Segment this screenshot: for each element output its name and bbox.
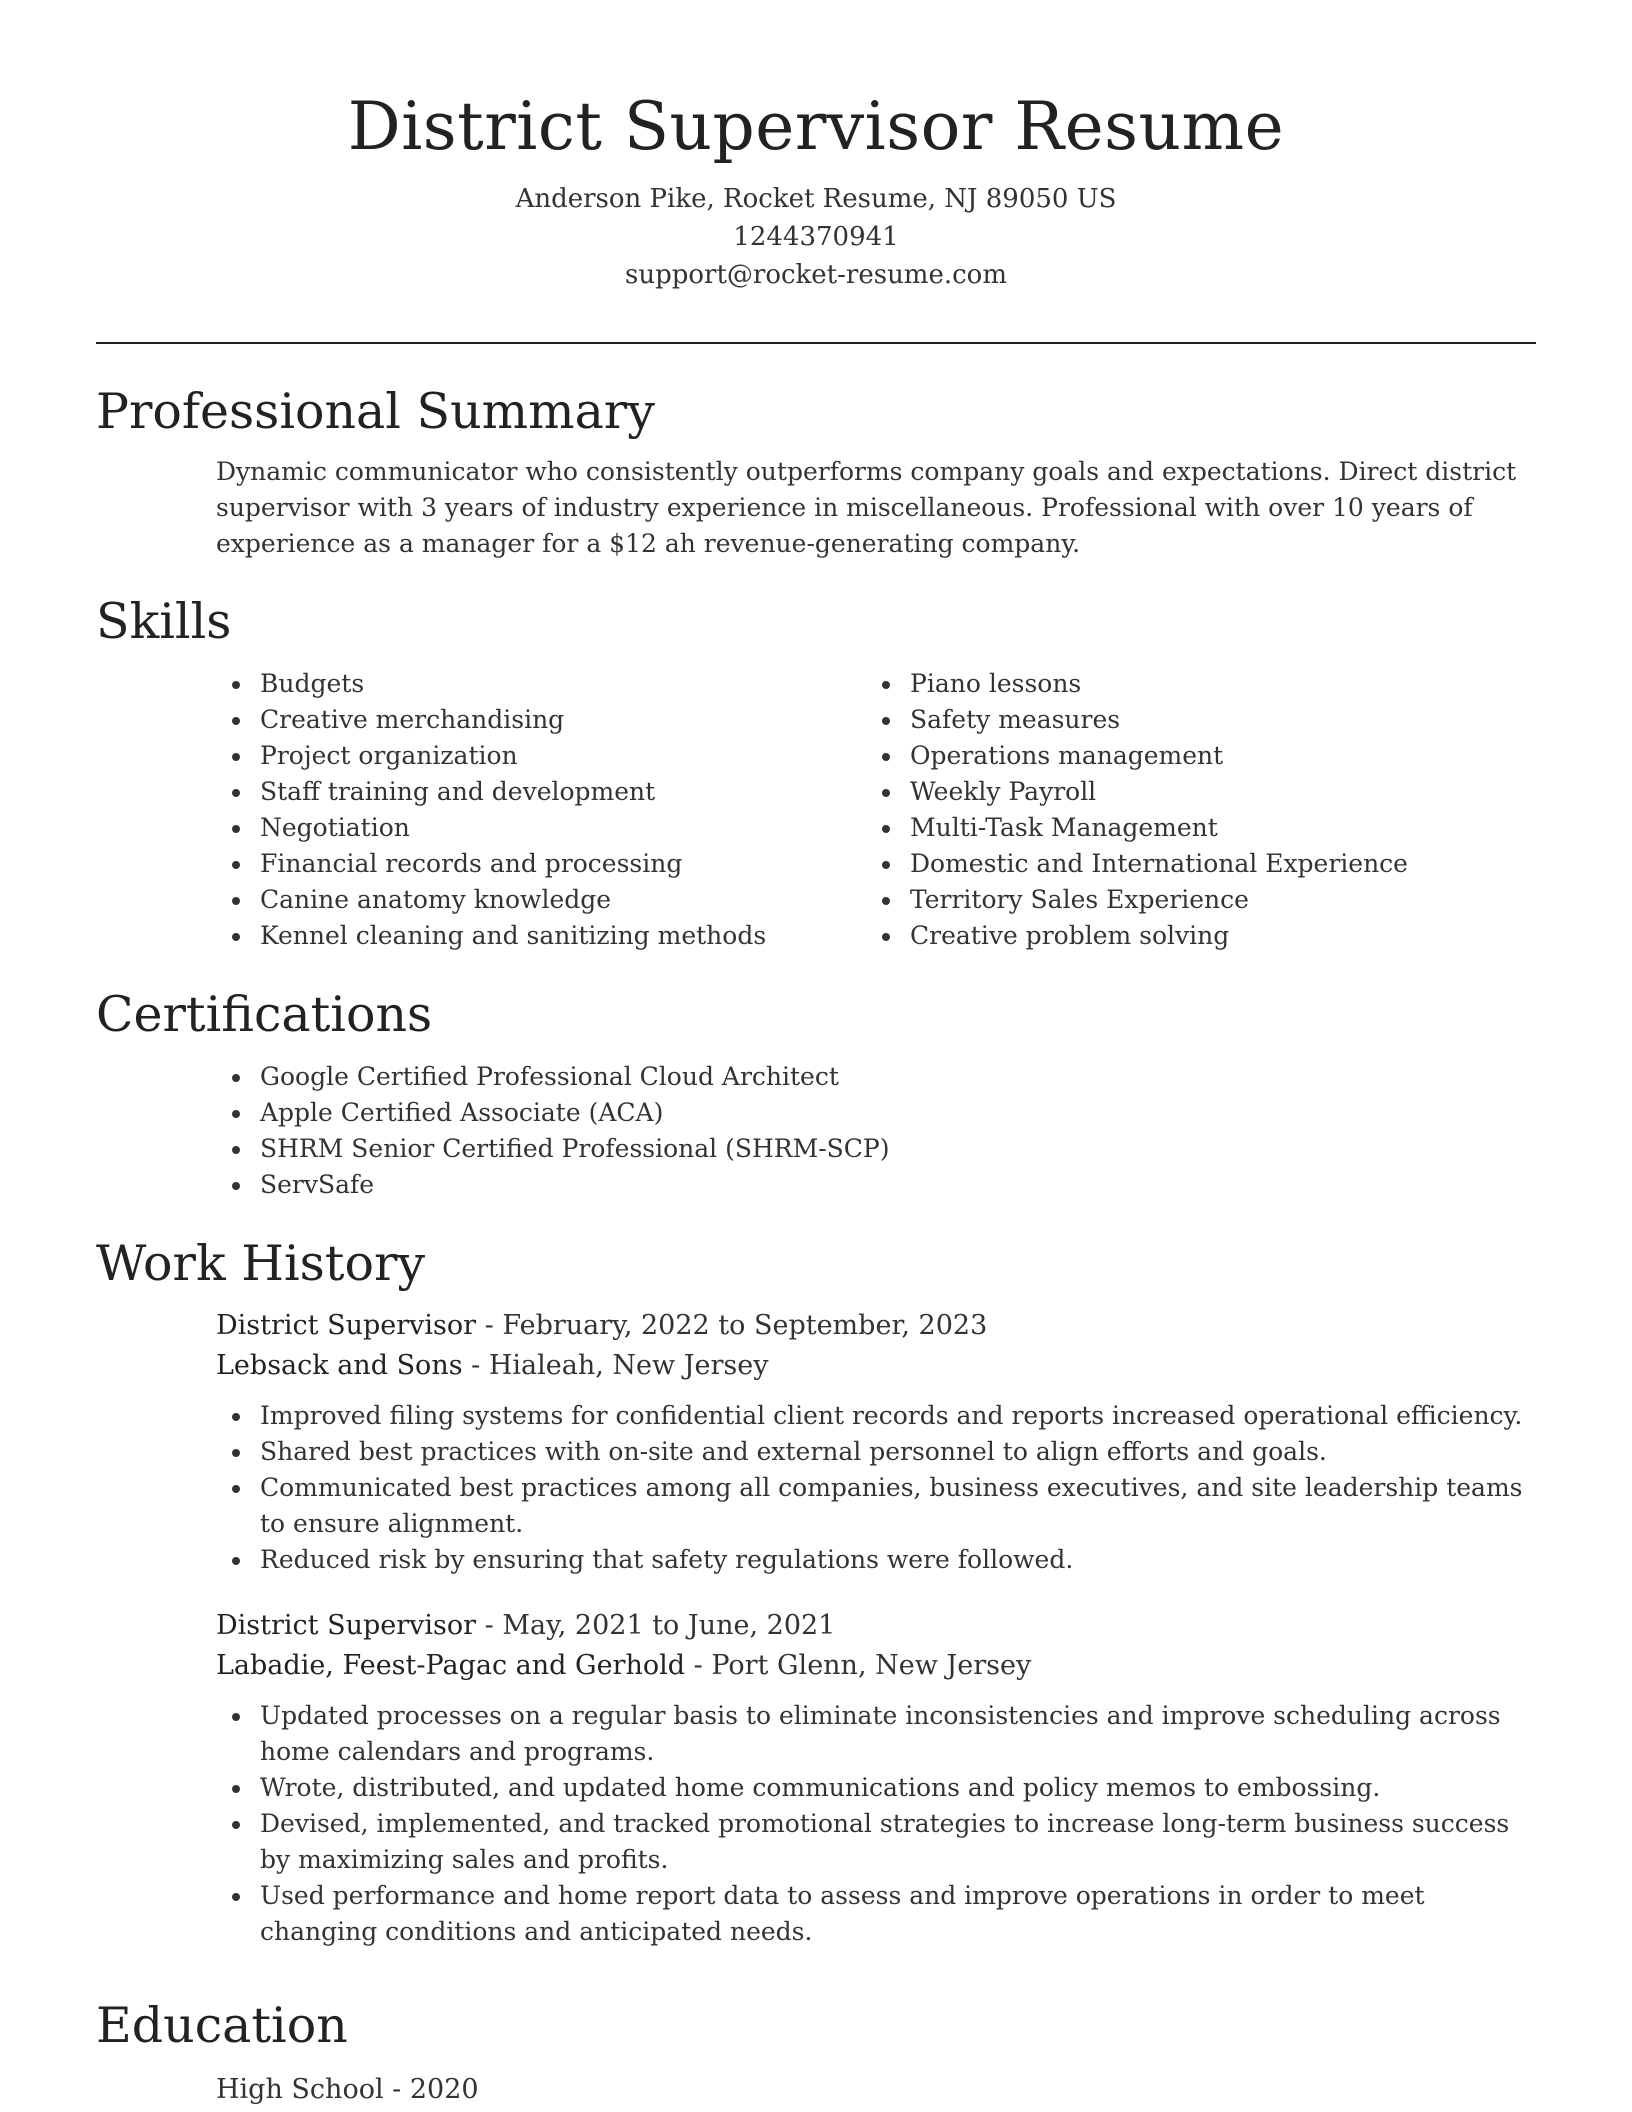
job-duty-item: Shared best practices with on-site and external personnel to align efforts and goals.	[216, 1434, 1536, 1470]
skill-item: Operations management	[866, 738, 1516, 774]
skill-item: Financial records and processing	[216, 846, 866, 882]
skill-item: Territory Sales Experience	[866, 882, 1516, 918]
work-history-heading: Work History	[96, 1235, 426, 1292]
certification-item: SHRM Senior Certified Professional (SHRM-SCP)	[216, 1131, 1536, 1167]
skills-heading: Skills	[96, 593, 232, 650]
resume-title: District Supervisor Resume	[347, 88, 1285, 165]
skills-columns	[216, 666, 1536, 954]
header-divider	[96, 342, 1536, 344]
job-dates: - May, 2021 to June, 2021	[476, 1610, 836, 1641]
skill-item: Kennel cleaning and sanitizing methods	[216, 918, 866, 954]
job-company: Labadie, Feest-Pagac and Gerhold	[216, 1650, 686, 1681]
job-title: District Supervisor	[216, 1610, 477, 1641]
contact-address: Anderson Pike, Rocket Resume, NJ 89050 US	[515, 184, 1117, 214]
job-dates: - February, 2022 to September, 2023	[476, 1310, 988, 1341]
skill-item: Multi-Task Management	[866, 810, 1516, 846]
summary-text: Dynamic communicator who consistently outperforms company goals and expectations. Direct district supervisor with 3 years of industry experience in miscellaneous. Professional with over 10 years of experience as a manager for a $12 ah revenue-generating company.	[216, 457, 1517, 558]
education-year: - 2020	[383, 2074, 479, 2105]
job-location: - Hialeah, New Jersey	[462, 1350, 769, 1381]
job-duty-item: Updated processes on a regular basis to eliminate inconsistencies and improve scheduling across home calendars and programs.	[216, 1698, 1536, 1770]
certification-item: Google Certified Professional Cloud Architect	[216, 1059, 1536, 1095]
education-section	[96, 1996, 1536, 2110]
skills-list-right	[866, 666, 1516, 954]
job-company-line	[216, 1346, 1536, 1386]
job-entry	[216, 1306, 1536, 1578]
skill-item: Domestic and International Experience	[866, 846, 1516, 882]
job-duty-item: Improved filing systems for confidential client records and reports increased operational efficiency.	[216, 1398, 1536, 1434]
education-entry	[216, 2070, 1536, 2110]
work-history-section	[96, 1234, 1536, 1978]
job-duty-item: Used performance and home report data to assess and improve operations in order to meet changing conditions and anticipated needs.	[216, 1878, 1536, 1950]
job-entry	[216, 1606, 1536, 1950]
skills-list-left	[216, 666, 866, 954]
certifications-section	[96, 985, 1536, 1203]
skill-item: Piano lessons	[866, 666, 1516, 702]
job-title: District Supervisor	[216, 1310, 477, 1341]
job-company-line	[216, 1646, 1536, 1686]
contact-info	[0, 180, 1632, 294]
contact-phone: 1244370941	[733, 222, 899, 252]
contact-email: support@rocket-resume.com	[624, 260, 1007, 290]
skill-item: Safety measures	[866, 702, 1516, 738]
job-location: - Port Glenn, New Jersey	[685, 1650, 1032, 1681]
job-duty-item: Devised, implemented, and tracked promotional strategies to increase long-term business success by maximizing sales and profits.	[216, 1806, 1536, 1878]
certifications-heading: Certifications	[96, 986, 433, 1043]
skill-item: Canine anatomy knowledge	[216, 882, 866, 918]
certification-item: ServSafe	[216, 1167, 1536, 1203]
job-duties-list	[216, 1398, 1536, 1578]
skill-item: Creative problem solving	[866, 918, 1516, 954]
job-title-line	[216, 1306, 1536, 1346]
skills-section	[96, 592, 1536, 954]
certifications-list	[216, 1059, 1536, 1203]
job-duty-item: Communicated best practices among all companies, business executives, and site leadership teams to ensure alignment.	[216, 1470, 1536, 1542]
skill-item: Budgets	[216, 666, 866, 702]
education-degree: High School	[216, 2074, 384, 2105]
resume-header	[0, 0, 1632, 294]
certification-item: Apple Certified Associate (ACA)	[216, 1095, 1536, 1131]
skill-item: Weekly Payroll	[866, 774, 1516, 810]
skill-item: Negotiation	[216, 810, 866, 846]
job-duty-item: Reduced risk by ensuring that safety regulations were followed.	[216, 1542, 1536, 1578]
education-heading: Education	[96, 1997, 348, 2054]
summary-section	[96, 382, 1536, 562]
skill-item: Staff training and development	[216, 774, 866, 810]
job-duties-list	[216, 1698, 1536, 1950]
job-company: Lebsack and Sons	[216, 1350, 463, 1381]
job-title-line	[216, 1606, 1536, 1646]
job-duty-item: Wrote, distributed, and updated home communications and policy memos to embossing.	[216, 1770, 1536, 1806]
skill-item: Project organization	[216, 738, 866, 774]
skill-item: Creative merchandising	[216, 702, 866, 738]
summary-heading: Professional Summary	[96, 383, 655, 440]
